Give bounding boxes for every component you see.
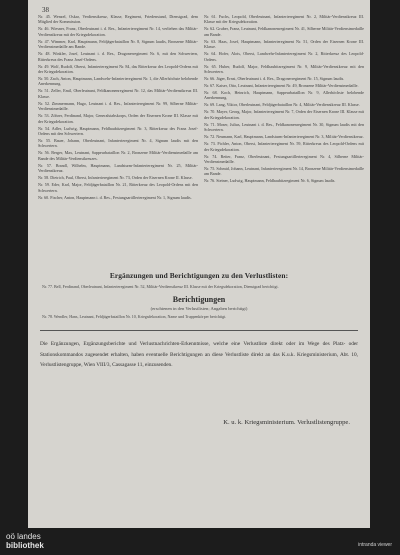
list-entry: Nr. 68. Koch, Heinrich, Hauptmann, Sappeurbataillon Nr. 9, Allerhöchste belobende Anerkennung. — [204, 90, 364, 101]
list-entry: Nr. 56. Berger, Max, Leutnant, Sappeurbataillon Nr. 2, Bronzene Militär-Verdienstmedaille am Bande des Militär-Verdienstkreuzes. — [38, 150, 198, 161]
list-entry: Nr. 61. Fuchs, Leopold, Oberleutnant, Infanterieregiment Nr. 2, Militär-Verdienstkreuz III. Klasse mit der Kriegsdekoration. — [204, 14, 364, 25]
scanned-page — [28, 0, 370, 528]
list-entry: Nr. 73. Pichler, Anton, Oberst, Infanterieregiment Nr. 59, Ritterkreuz des Leopold-Ordens mit der Kriegsdekoration. — [204, 141, 364, 152]
list-entry: Nr. 45. Wenzel, Oskar, Verdienstkreuz, Klasse, Regiment, Friedenstand, Dienstgrad, dem Mitglied der Kommission. — [38, 14, 198, 25]
section-divider — [40, 330, 358, 331]
list-entry: Nr. 70. Mayer, Georg, Major, Infanterieregiment Nr. 7, Orden der Eisernen Krone III. Klasse mit der Kriegsdekoration. — [204, 109, 364, 120]
library-logo[interactable] — [6, 532, 44, 550]
corrections-text: Nr. 78. Wendler, Hans, Leutnant, Feldjägerbataillon Nr. 10, Kriegsdekoration, Name und Truppenkörper berichtigt. — [42, 314, 227, 319]
supplements-heading: Ergänzungen und Berichtigungen zu den Verlustlisten: — [109, 271, 289, 280]
logo-line-2: bibliothek — [6, 541, 44, 550]
list-entry: Nr. 69. Lang, Viktor, Oberleutnant, Feldjägerbataillon Nr. 4, Militär-Verdienstkreuz III. Klasse. — [204, 102, 360, 108]
list-entry: Nr. 49. Wolf, Rudolf, Oberst, Infanterieregiment Nr. 84, das Ritterkreuz des Leopold-Ordens mit der Kriegsdekoration. — [38, 63, 198, 75]
list-entry: Nr. 74. Reiter, Franz, Oberleutnant, Festungsartillerieregiment Nr. 4, Silberne Militär-Verdienstmedaille. — [204, 153, 364, 165]
list-entry: Nr. 65. Huber, Rudolf, Major, Feldhaubitzregiment Nr. 9, Militär-Verdienstkreuz mit den Schwertern. — [204, 63, 364, 75]
list-entry: Nr. 55. Bauer, Johann, Oberleutnant, Infanterieregiment Nr. 4, Signum laudis mit den Schwertern. — [38, 138, 198, 149]
list-entry: Nr. 60. Fischer, Anton, Hauptmann i. d. Res., Festungsartillerieregiment Nr. 1, Signum laudis. — [38, 194, 192, 200]
notice-paragraph: Die Ergänzungen, Ergänzungsberichte und Verlustnachrichten-Erkenntnisse, welche eine Verlustliste direkt oder im Wege des Platz- oder Stationskommandos zugesendet erhalten, haben eventuelle Berichtigungen an diese Verlustliste direkt an das K.u.k. Kriegsministerium, Abt. 10, Verlustlistengruppe, Wien VIII/3, Cassagasse 11, einzusenden. — [40, 341, 358, 369]
list-entry: Nr. 57. Brandl, Wilhelm, Hauptmann, Landsturm-Infanterieregiment Nr. 25, Militär-Verdienstkreuz. — [38, 162, 198, 174]
viewer-label[interactable]: intranda viewer — [358, 542, 392, 548]
corrections-subheading: (erschienen in den Verlustlisten; Angaben berichtigt) — [150, 306, 248, 311]
logo-line-1: oö landes — [6, 532, 41, 541]
list-entry: Nr. 50. Zach, Anton, Hauptmann, Landwehr-Infanterieregiment Nr. 1, die Allerhöchste belobende Anerkennung. — [38, 76, 198, 87]
list-entry: Nr. 52. Zimmermann, Hugo, Leutnant i. d. Res., Infanterieregiment Nr. 99, Silberne Militär-Verdienstmedaille. — [38, 100, 198, 112]
list-entry: Nr. 63. Haas, Josef, Hauptmann, Infanterieregiment Nr. 51, Orden der Eisernen Krone III. Klasse. — [204, 38, 364, 50]
list-entry: Nr. 67. Kaiser, Otto, Leutnant, Infanterieregiment Nr. 49, Bronzene Militär-Verdienstmedaille. — [204, 83, 359, 89]
list-entry: Nr. 72. Neumann, Karl, Hauptmann, Landsturm-Infanterieregiment Nr. 3, Militär-Verdienstkreuz. — [204, 134, 364, 140]
list-entry: Nr. 58. Dietrich, Paul, Oberst, Infanterieregiment Nr. 73, Orden der Eisernen Krone II. Klasse. — [38, 175, 193, 181]
list-entry: Nr. 46. Wiesner, Franz, Oberleutnant i. d. Res., Infanterieregiment Nr. 14, verliehen das Militär-Verdienstkreuz mit der Kriegsdekoration. — [38, 26, 198, 37]
left-column — [38, 14, 198, 202]
list-entry: Nr. 54. Adler, Ludwig, Hauptmann, Feldhaubitzregiment Nr. 3, Ritterkreuz des Franz Josef-Ordens mit den Schwertern. — [38, 125, 198, 137]
list-entry: Nr. 48. Winkler, Josef, Leutnant i. d. Res., Dragonerregiment Nr. 6, mit den Schwertern, Ritterkreuz des Franz Josef-Ordens. — [38, 51, 198, 62]
signature-line: K. u. k. Kriegsministerium. Verlustlistengruppe. — [223, 419, 350, 426]
list-entry: Nr. 62. Gruber, Franz, Leutnant, Feldkanonenregiment Nr. 41, Silberne Militär-Verdienstmedaille am Bande. — [204, 26, 364, 37]
supplements-text: Nr. 77. Bell, Ferdinand, Oberleutnant, Infanterieregiment Nr. 52, Militär-Verdienstkreuz III. Klasse mit der Kriegsdekoration, Dienstgrad berichtigt. — [42, 284, 279, 289]
list-entry: Nr. 53. Zöhrer, Ferdinand, Major, Generalstabskorps, Orden der Eisernen Krone III. Klasse mit der Kriegsdekoration. — [38, 113, 198, 124]
list-entry: Nr. 71. Moser, Julius, Leutnant i. d. Res., Feldkanonenregiment Nr. 30, Signum laudis mit den Schwertern. — [204, 121, 364, 133]
list-entry: Nr. 59. Eder, Karl, Major, Feldjägerbataillon Nr. 21, Ritterkreuz des Leopold-Ordens mit den Schwertern. — [38, 182, 198, 193]
list-entry: Nr. 75. Schmid, Johann, Leutnant, Infanterieregiment Nr. 14, Bronzene Militär-Verdienstmedaille am Bande. — [204, 166, 364, 177]
right-column — [204, 14, 364, 185]
list-entry: Nr. 66. Jäger, Ernst, Oberleutnant i. d. Res., Dragonerregiment Nr. 15, Signum laudis. — [204, 76, 345, 82]
corrections-heading: Berichtigungen — [172, 295, 226, 304]
list-entry: Nr. 76. Steiner, Ludwig, Hauptmann, Feldhaubitzregiment Nr. 6, Signum laudis. — [204, 178, 336, 184]
list-entry: Nr. 47. Wimmer, Karl, Hauptmann, Feldjägerbataillon Nr. 8, Signum laudis, Bronzene Militär-Verdienstmedaille am Bande. — [38, 38, 198, 50]
page-number: 38 — [42, 6, 49, 14]
list-entry: Nr. 64. Hofer, Alois, Oberst, Landwehr-Infanterieregiment Nr. 2, Ritterkreuz des Leopold-Ordens. — [204, 51, 364, 62]
list-entry: Nr. 51. Zeller, Emil, Oberleutnant, Feldkanonenregiment Nr. 12, das Militär-Verdienstkreuz III. Klasse. — [38, 88, 198, 99]
